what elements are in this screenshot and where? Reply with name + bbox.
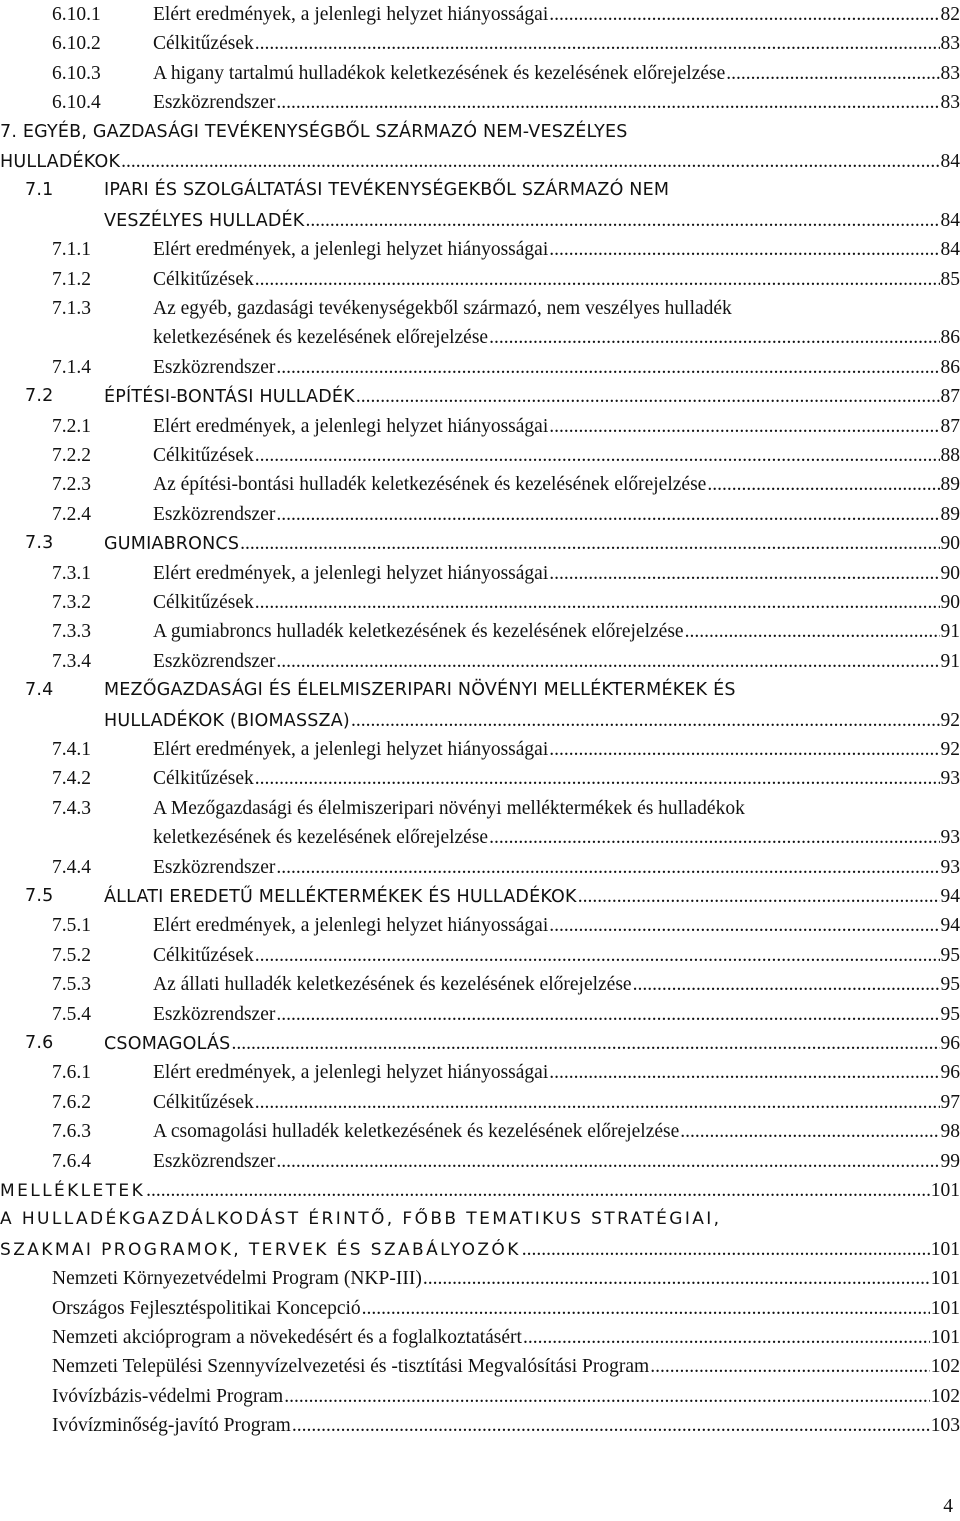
toc-entry-number: 7.1.3 <box>52 298 91 319</box>
toc-entry[interactable] <box>0 206 960 235</box>
toc-entry-title: Elért eredmények, a jelenlegi helyzet hiányosságai <box>153 559 549 588</box>
toc-leader-dots <box>240 529 939 559</box>
toc-entry-page: 101 <box>930 1268 960 1290</box>
toc-entry[interactable] <box>0 1294 960 1323</box>
toc-entry[interactable] <box>0 1411 960 1440</box>
toc-entry[interactable] <box>0 0 960 29</box>
toc-entry-number: 7.6.4 <box>52 1150 91 1172</box>
toc-leader-dots <box>276 647 939 676</box>
toc-entry-number: 7.5.4 <box>52 1003 91 1025</box>
toc-leader-dots <box>356 382 940 412</box>
toc-leader-dots <box>489 823 939 852</box>
toc-leader-dots <box>305 206 939 236</box>
toc-entry[interactable] <box>0 1117 960 1146</box>
toc-entry-page: 96 <box>940 1033 960 1054</box>
toc-leader-dots <box>351 706 940 736</box>
toc-entry-number: 7.6.3 <box>52 1121 91 1143</box>
toc-entry-title: Elért eredmények, a jelenlegi helyzet hiányosságai <box>153 1058 549 1087</box>
toc-entry[interactable] <box>0 323 960 352</box>
toc-entry-title: Eszközrendszer <box>153 853 276 882</box>
toc-entry-number: 7.1.4 <box>52 356 91 378</box>
toc-entry[interactable] <box>0 1147 960 1176</box>
toc-leader-dots <box>489 323 939 352</box>
toc-entry-title: A HULLADÉKGAZDÁLKODÁST ÉRINTŐ, FŐBB TEMATIKUS STRATÉGIAI, <box>0 1205 722 1234</box>
toc-entry-number: 7.2 <box>25 386 54 407</box>
toc-entry-number: 7.3.3 <box>52 621 91 643</box>
toc-entry-number: 7.6.2 <box>52 1091 91 1113</box>
toc-leader-dots <box>522 1235 930 1265</box>
toc-entry-number: 7.3.1 <box>52 562 91 584</box>
toc-leader-dots <box>650 1352 930 1381</box>
toc-entry-title: Eszközrendszer <box>153 500 276 529</box>
toc-entry-number: 7.5 <box>25 886 54 906</box>
toc-entry[interactable] <box>0 1000 960 1029</box>
toc-entry-title: Nemzeti Környezetvédelmi Program (NKP-III) <box>52 1264 423 1293</box>
toc-entry-title: Ivóvízbázis-védelmi Program <box>52 1382 284 1411</box>
toc-leader-dots <box>549 0 939 29</box>
toc-entry-page: 84 <box>940 209 960 231</box>
toc-leader-dots <box>549 911 939 940</box>
toc-entry-page: 83 <box>940 33 960 55</box>
toc-entry-page: 82 <box>940 4 960 25</box>
toc-entry-title: A gumiabroncs hulladék keletkezésének és kezelésének előrejelzése <box>153 617 685 646</box>
toc-entry-title: Elért eredmények, a jelenlegi helyzet hiányosságai <box>153 235 549 264</box>
toc-entry-title: Eszközrendszer <box>153 88 276 117</box>
toc-entry[interactable] <box>0 382 960 411</box>
toc-entry-title: Eszközrendszer <box>153 647 276 676</box>
toc-entry[interactable] <box>0 794 960 823</box>
toc-entry-number: 7.3 <box>25 533 54 554</box>
toc-entry[interactable] <box>0 1382 960 1411</box>
toc-leader-dots <box>680 1117 939 1146</box>
toc-leader-dots <box>423 1264 930 1293</box>
toc-leader-dots <box>276 500 939 529</box>
toc-entry-page: 86 <box>940 327 960 349</box>
toc-entry-title: Ivóvízminőség-javító Program <box>52 1411 292 1440</box>
toc-entry-page: 92 <box>940 739 960 760</box>
toc-leader-dots <box>276 1000 939 1029</box>
toc-entry-page: 90 <box>940 562 960 584</box>
toc-leader-dots <box>255 764 940 793</box>
toc-entry-number: 7.3.2 <box>52 592 91 613</box>
toc-entry-title: Eszközrendszer <box>153 353 276 382</box>
toc-entry-page: 86 <box>940 356 960 378</box>
toc-leader-dots <box>362 1294 930 1323</box>
toc-entry-page: 91 <box>940 650 960 672</box>
toc-entry-page: 84 <box>940 239 960 261</box>
toc-entry-page: 101 <box>930 1327 960 1348</box>
toc-entry[interactable] <box>0 941 960 970</box>
toc-entry[interactable] <box>0 617 960 646</box>
toc-leader-dots <box>255 265 940 294</box>
toc-entry[interactable] <box>0 970 960 999</box>
toc-entry-page: 101 <box>930 1297 960 1319</box>
toc-entry-title: Célkitűzések <box>153 764 255 793</box>
toc-entry-number: 7.1.1 <box>52 239 91 261</box>
toc-entry-number: 7.5.1 <box>52 915 91 937</box>
toc-entry-title: Elért eredmények, a jelenlegi helyzet hiányosságai <box>153 735 549 764</box>
toc-entry-title: Nemzeti akcióprogram a növekedésért és a foglalkoztatásért <box>52 1323 523 1352</box>
toc-entry-title: GUMIABRONCS <box>104 530 240 559</box>
toc-entry[interactable] <box>0 764 960 793</box>
toc-entry-page: 83 <box>940 92 960 114</box>
toc-entry[interactable] <box>0 118 960 147</box>
toc-entry[interactable] <box>0 911 960 940</box>
toc-entry[interactable] <box>0 1235 960 1264</box>
toc-entry-title: HULLADÉKOK <box>0 148 121 177</box>
toc-entry-title: Az egyéb, gazdasági tevékenységekből származó, nem veszélyes hulladék <box>153 294 733 323</box>
toc-entry-title: Célkitűzések <box>153 941 255 970</box>
toc-entry-number: 7.4.3 <box>52 797 91 819</box>
toc-entry-page: 90 <box>940 592 960 613</box>
toc-entry-title: Célkitűzések <box>153 441 255 470</box>
toc-entry-number: 7.6.1 <box>52 1062 91 1084</box>
toc-entry-number: 7.2.3 <box>52 474 91 496</box>
toc-entry-page: 94 <box>940 886 960 907</box>
toc-entry-title: SZAKMAI PROGRAMOK, TERVEK ÉS SZABÁLYOZÓK <box>0 1236 522 1265</box>
toc-entry-title: A Mezőgazdasági és élelmiszeripari növényi melléktermékek és hulladékok <box>153 794 746 823</box>
toc-entry[interactable] <box>0 559 960 588</box>
toc-entry[interactable] <box>0 588 960 617</box>
toc-leader-dots <box>726 59 939 88</box>
toc-entry-page: 93 <box>940 768 960 790</box>
toc-entry-number: 7.2.4 <box>52 503 91 525</box>
toc-entry-number: 7.4 <box>25 680 54 701</box>
toc-leader-dots <box>549 735 939 764</box>
toc-leader-dots <box>231 1029 939 1059</box>
toc-entry[interactable] <box>0 235 960 264</box>
toc-entry-title: Célkitűzések <box>153 265 255 294</box>
toc-entry-title: Eszközrendszer <box>153 1000 276 1029</box>
toc-entry-number: 6.10.2 <box>52 33 101 55</box>
toc-entry[interactable] <box>0 1176 960 1205</box>
toc-entry-title: MELLÉKLETEK <box>0 1177 146 1206</box>
toc-leader-dots <box>146 1176 930 1206</box>
toc-entry-title: Az állati hulladék keletkezésének és kezelésének előrejelzése <box>153 970 633 999</box>
toc-entry-title: Nemzeti Települési Szennyvízelvezetési és -tisztítási Megvalósítási Program <box>52 1352 650 1381</box>
toc-entry[interactable] <box>0 1088 960 1117</box>
toc-leader-dots <box>255 588 940 617</box>
toc-entry-number: 7.4.4 <box>52 856 91 878</box>
toc-entry-page: 94 <box>940 915 960 937</box>
toc-entry[interactable] <box>0 470 960 499</box>
toc-leader-dots <box>685 617 940 646</box>
toc-entry[interactable] <box>0 500 960 529</box>
toc-leader-dots <box>292 1411 930 1440</box>
toc-leader-dots <box>276 353 939 382</box>
toc-leader-dots <box>255 29 940 58</box>
toc-entry-number: 7.1.2 <box>52 268 91 290</box>
toc-entry[interactable] <box>0 706 960 735</box>
toc-entry-page: 102 <box>930 1385 960 1407</box>
toc-entry-title: Eszközrendszer <box>153 1147 276 1176</box>
toc-entry[interactable] <box>0 88 960 117</box>
toc-entry-page: 87 <box>940 415 960 437</box>
toc-entry[interactable] <box>0 882 960 911</box>
toc-leader-dots <box>121 147 939 177</box>
toc-entry-page: 92 <box>940 709 960 731</box>
toc-entry[interactable] <box>0 441 960 470</box>
toc-entry[interactable] <box>0 647 960 676</box>
toc-entry-title: 7. EGYÉB, GAZDASÁGI TEVÉKENYSÉGBŐL SZÁRMAZÓ NEM-VESZÉLYES <box>0 118 629 147</box>
toc-entry-page: 89 <box>940 503 960 525</box>
toc-entry-page: 89 <box>940 474 960 496</box>
toc-entry-title: A higany tartalmú hulladékok keletkezésének és kezelésének előrejelzése <box>153 59 726 88</box>
toc-entry-title: HULLADÉKOK (BIOMASSZA) <box>104 707 351 736</box>
toc-entry[interactable] <box>0 176 960 205</box>
toc-entry[interactable] <box>0 853 960 882</box>
toc-entry-title: VESZÉLYES HULLADÉK <box>104 207 305 236</box>
toc-leader-dots <box>284 1382 930 1411</box>
toc-entry-number: 7.6 <box>25 1033 54 1053</box>
toc-entry[interactable] <box>0 1029 960 1058</box>
toc-leader-dots <box>549 559 939 588</box>
toc-entry-title: Országos Fejlesztéspolitikai Koncepció <box>52 1294 362 1323</box>
toc-leader-dots <box>549 1058 939 1087</box>
toc-entry-page: 88 <box>940 445 960 466</box>
toc-leader-dots <box>549 235 939 264</box>
toc-entry-title: Elért eredmények, a jelenlegi helyzet hiányosságai <box>153 911 549 940</box>
toc-entry-title: A csomagolási hulladék keletkezésének és kezelésének előrejelzése <box>153 1117 680 1146</box>
toc-entry-title: CSOMAGOLÁS <box>104 1030 231 1059</box>
toc-entry[interactable] <box>0 412 960 441</box>
toc-entry-title: Az építési-bontási hulladék keletkezésének és kezelésének előrejelzése <box>153 470 707 499</box>
toc-leader-dots <box>707 470 939 499</box>
toc-entry-number: 6.10.4 <box>52 92 101 114</box>
toc-entry[interactable] <box>0 59 960 88</box>
toc-leader-dots <box>255 441 940 470</box>
toc-leader-dots <box>633 970 940 999</box>
toc-entry-title: Célkitűzések <box>153 29 255 58</box>
toc-entry-page: 101 <box>930 1238 960 1260</box>
toc-entry-page: 95 <box>940 944 960 966</box>
toc-entry[interactable] <box>0 147 960 176</box>
toc-entry[interactable] <box>0 353 960 382</box>
toc-entry[interactable] <box>0 1323 960 1352</box>
toc-entry-page: 102 <box>930 1356 960 1378</box>
toc-entry[interactable] <box>0 529 960 558</box>
toc-entry[interactable] <box>0 294 960 323</box>
toc-leader-dots <box>255 941 940 970</box>
toc-entry[interactable] <box>0 823 960 852</box>
toc-entry[interactable] <box>0 735 960 764</box>
toc-entry-page: 95 <box>940 1003 960 1025</box>
toc-entry[interactable] <box>0 1264 960 1293</box>
toc-entry-title: ÁLLATI EREDETŰ MELLÉKTERMÉKEK ÉS HULLADÉKOK <box>104 883 578 912</box>
toc-entry-number: 7.2.1 <box>52 415 91 437</box>
toc-entry-page: 84 <box>940 151 960 172</box>
toc-entry-page: 87 <box>940 386 960 408</box>
toc-entry-page: 99 <box>940 1150 960 1172</box>
toc-entry-number: 7.5.3 <box>52 974 91 996</box>
toc-entry[interactable] <box>0 29 960 58</box>
toc-entry-title: Célkitűzések <box>153 588 255 617</box>
toc-leader-dots <box>276 1147 939 1176</box>
toc-entry-page: 95 <box>940 974 960 996</box>
toc-entry-number: 7.5.2 <box>52 944 91 966</box>
toc-entry-title: IPARI ÉS SZOLGÁLTATÁSI TEVÉKENYSÉGEKBŐL SZÁRMAZÓ NEM <box>104 176 670 205</box>
toc-entry[interactable] <box>0 1205 960 1234</box>
toc-entry-page: 85 <box>940 268 960 290</box>
toc-entry-page: 103 <box>930 1415 960 1437</box>
toc-leader-dots <box>549 412 939 441</box>
toc-entry-page: 93 <box>940 856 960 878</box>
toc-entry[interactable] <box>0 676 960 705</box>
toc-leader-dots <box>276 88 939 117</box>
toc-entry[interactable] <box>0 1058 960 1087</box>
toc-entry-title: keletkezésének és kezelésének előrejelzése <box>153 323 489 352</box>
toc-entry-number: 6.10.3 <box>52 62 101 84</box>
page-number: 4 <box>943 1496 953 1517</box>
toc-entry-number: 7.1 <box>25 180 54 201</box>
toc-leader-dots <box>276 853 939 882</box>
toc-entry-title: Elért eredmények, a jelenlegi helyzet hiányosságai <box>153 412 549 441</box>
toc-entry[interactable] <box>0 265 960 294</box>
toc-entry[interactable] <box>0 1352 960 1381</box>
toc-entry-number: 7.3.4 <box>52 650 91 672</box>
toc-leader-dots <box>255 1088 940 1117</box>
toc-entry-page: 97 <box>940 1091 960 1113</box>
toc-entry-title: keletkezésének és kezelésének előrejelzése <box>153 823 489 852</box>
toc-entry-number: 7.4.2 <box>52 768 91 790</box>
toc-entry-page: 91 <box>940 621 960 643</box>
toc-entry-page: 101 <box>930 1180 960 1201</box>
toc-entry-title: Célkitűzések <box>153 1088 255 1117</box>
toc-entry-title: ÉPÍTÉSI-BONTÁSI HULLADÉK <box>104 383 356 412</box>
toc-entry-page: 93 <box>940 827 960 849</box>
toc-entry-page: 83 <box>940 62 960 84</box>
toc-entry-number: 7.4.1 <box>52 739 91 760</box>
toc-entry-title: MEZŐGAZDASÁGI ÉS ÉLELMISZERIPARI NÖVÉNYI MELLÉKTERMÉKEK ÉS <box>104 676 737 705</box>
toc-entry-number: 6.10.1 <box>52 4 101 25</box>
toc-entry-page: 98 <box>940 1121 960 1143</box>
toc-entry-page: 96 <box>940 1062 960 1084</box>
toc-leader-dots <box>523 1323 930 1352</box>
toc-entry-page: 90 <box>940 533 960 555</box>
toc-entry-number: 7.2.2 <box>52 445 91 466</box>
toc-entry-title: Elért eredmények, a jelenlegi helyzet hiányosságai <box>153 0 549 29</box>
toc-leader-dots <box>578 882 940 912</box>
